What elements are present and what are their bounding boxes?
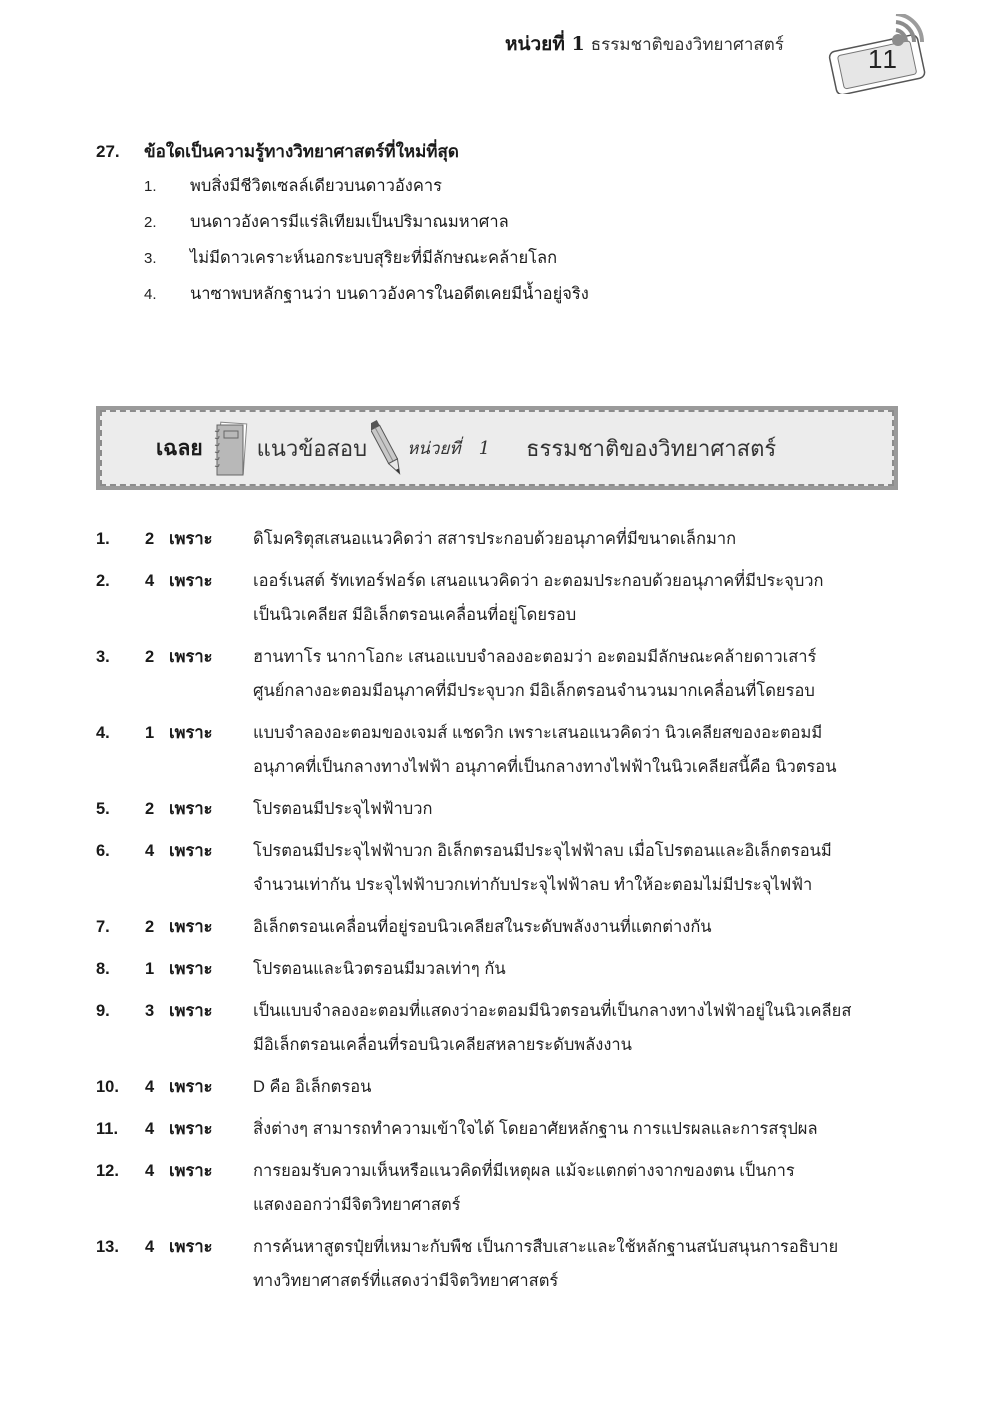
answer-item: 11. 4 เพราะ สิ่งต่างๆ สามารถทำความเข้าใจได้ โดยอาศัยหลักฐาน การแปรผลและการสรุปผล — [96, 1120, 818, 1138]
choice-item: 1. พบสิ่งมีชีวิตเซลล์เดียวบนดาวอังคาร — [144, 177, 443, 195]
page-number: 11 — [868, 44, 899, 74]
page-number-badge — [826, 14, 936, 94]
answer-item: 5. 2 เพราะ โปรตอนมีประจุไฟฟ้าบวก — [96, 800, 433, 818]
banner-unit-number: 1 — [478, 437, 491, 459]
choice-item: 3. ไม่มีดาวเคราะห์นอกระบบสุริยะที่มีลักษณะคล้ายโลก — [144, 249, 558, 267]
running-header — [505, 24, 784, 64]
choice-list — [144, 173, 589, 317]
answer-item: 10. 4 เพราะ D คือ อิเล็กตรอน — [96, 1078, 372, 1096]
choice-item: 4. นาซาพบหลักฐานว่า บนดาวอังคารในอดีตเคยมีน้ำอยู่จริง — [144, 285, 589, 303]
answer-item: 4. 1 เพราะ แบบจำลองอะตอมของเจมส์ แชดวิก เพราะเสนอแนวคิดว่า นิวเคลียสของอะตอมมี อนุภาคที่เป็นกลางทางไฟฟ้า อนุภาคที่เป็นกลางทางไฟฟ้าในนิวเคลียสนี้คือ นิวตรอน — [96, 724, 837, 776]
banner-unit-label: หน่วยที่ — [407, 438, 461, 459]
banner-unit-title: ธรรมชาติของวิทยาศาสตร์ — [526, 436, 777, 462]
answer-key-banner — [96, 406, 898, 490]
choice-item: 2. บนดาวอังคารมีแร่ลิเทียมเป็นปริมาณมหาศาล — [144, 213, 509, 231]
answer-item: 13. 4 เพราะ การค้นหาสูตรปุ๋ยที่เหมาะกับพืช เป็นการสืบเสาะและใช้หลักฐานสนับสนุนการอธิบาย ทางวิทยาศาสตร์ที่แสดงว่ามีจิตวิทยาศาสตร์ — [96, 1238, 839, 1290]
banner-answer-label: เฉลย — [156, 435, 203, 460]
answer-item: 7. 2 เพราะ อิเล็กตรอนเคลื่อนที่อยู่รอบนิวเคลียสในระดับพลังงานที่แตกต่างกัน — [96, 918, 712, 936]
answer-item: 3. 2 เพราะ ฮานทาโร นากาโอกะ เสนอแบบจำลองอะตอมว่า อะตอมมีลักษณะคล้ายดาวเสาร์ ศูนย์กลางอะตอมมีอนุภาคที่มีประจุบวก มีอิเล็กตรอนจำนวนมากเคลื่อนที่โดยรอบ — [96, 648, 817, 700]
banner-guide-label: แนวข้อสอบ — [256, 436, 368, 462]
answer-item: 12. 4 เพราะ การยอมรับความเห็นหรือแนวคิดที่มีเหตุผล แม้จะแตกต่างจากของตน เป็นการ แสดงออกว่ามีจิตวิทยาศาสตร์ — [96, 1162, 795, 1214]
answer-item: 1. 2 เพราะ ดิโมคริตุสเสนอแนวคิดว่า สสารประกอบด้วยอนุภาคที่มีขนาดเล็กมาก — [96, 530, 737, 548]
answer-item: 9. 3 เพราะ เป็นแบบจำลองอะตอมที่แสดงว่าอะตอมมีนิวตรอนที่เป็นกลางทางไฟฟ้าอยู่ในนิวเคลียส มีอิเล็กตรอนเคลื่อนที่รอบนิวเคลียสหลายระดับพลังงาน — [96, 1002, 852, 1054]
answer-list — [96, 522, 898, 1306]
notebook-icon — [213, 419, 249, 477]
question-27 — [96, 138, 589, 317]
answer-item: 6. 4 เพราะ โปรตอนมีประจุไฟฟ้าบวก อิเล็กตรอนมีประจุไฟฟ้าลบ เมื่อโปรตอนและอิเล็กตรอนมี จำนวนเท่ากัน ประจุไฟฟ้าบวกเท่ากับประจุไฟฟ้าลบ ทำให้อะตอมไม่มีประจุไฟฟ้า — [96, 842, 832, 894]
pencil-icon — [371, 417, 401, 479]
question-text: ข้อใดเป็นความรู้ทางวิทยาศาสตร์ที่ใหม่ที่สุด — [144, 142, 459, 161]
answer-item: 2. 4 เพราะ เออร์เนสต์ รัทเทอร์ฟอร์ด เสนอแนวคิดว่า อะตอมประกอบด้วยอนุภาคที่มีประจุบวก เป็นนิวเคลียส มีอิเล็กตรอนเคลื่อนที่อยู่โดยรอบ — [96, 572, 824, 624]
header-unit-title: ธรรมชาติของวิทยาศาสตร์ — [590, 34, 784, 55]
answer-item: 8. 1 เพราะ โปรตอนและนิวตรอนมีมวลเท่าๆ กัน — [96, 960, 506, 978]
question-number: 27. — [96, 142, 120, 161]
header-unit-label: หน่วยที่ 1 — [505, 33, 585, 55]
